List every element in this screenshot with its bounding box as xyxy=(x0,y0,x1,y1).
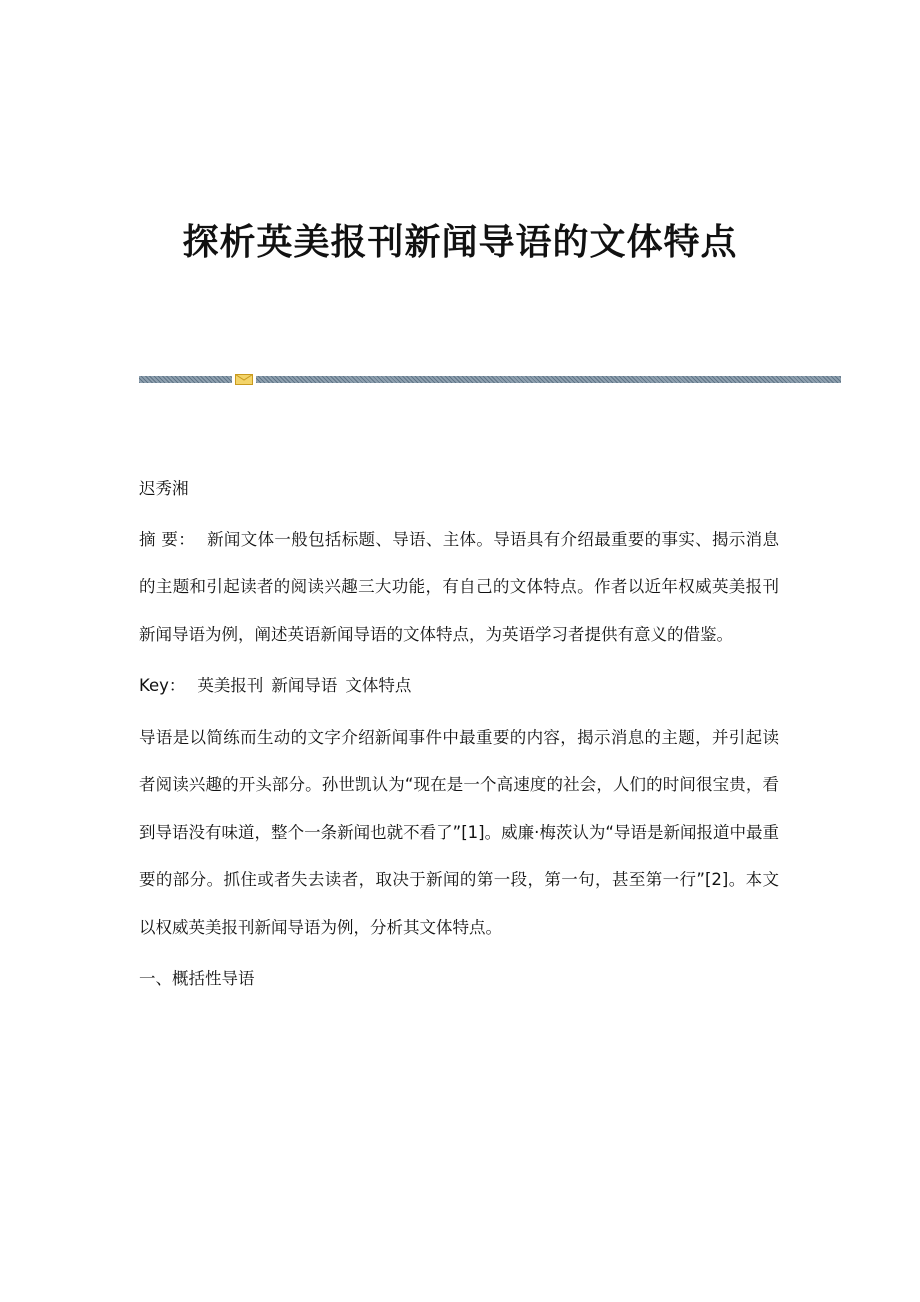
body-paragraph: 导语是以简练而生动的文字介绍新闻事件中最重要的内容，揭示消息的主题，并引起读者阅读兴趣的开头部分。孙世凯认为“现在是一个高速度的社会，人们的时间很宝贵，看到导语没有味道，整个一条新闻也就不看了”[1]。威廉·梅茨认为“导语是新闻报道中最重要的部分。抓住或者失去读者，取决于新闻的第一段，第一句，甚至第一行”[2]。本文以权威英美报刊新闻导语为例，分析其文体特点。 xyxy=(139,727,779,937)
envelope-icon xyxy=(235,374,253,385)
divider-bar-right xyxy=(256,376,841,383)
keywords-paragraph xyxy=(139,662,779,710)
abstract-paragraph xyxy=(139,516,779,659)
abstract-label: 摘 要： xyxy=(139,529,196,549)
author-name: 迟秀湘 xyxy=(139,479,189,498)
keyword-item: 文体特点 xyxy=(345,676,412,695)
page-title: 探析英美报刊新闻导语的文体特点 xyxy=(182,221,738,263)
keywords-label: Key： xyxy=(139,676,186,695)
section-heading: 一、概括性导语 xyxy=(139,969,255,988)
divider-bar-left xyxy=(139,376,232,383)
title-divider xyxy=(139,374,841,385)
keyword-item: 英美报刊 xyxy=(197,676,264,695)
article-body xyxy=(139,465,779,1007)
keyword-item: 新闻导语 xyxy=(271,676,338,695)
abstract-text: 新闻文体一般包括标题、导语、主体。导语具有介绍最重要的事实、揭示消息的主题和引起读者的阅读兴趣三大功能，有自己的文体特点。作者以近年权威英美报刊新闻导语为例，阐述英语新闻导语的文体特点，为英语学习者提供有意义的借鉴。 xyxy=(139,529,780,644)
